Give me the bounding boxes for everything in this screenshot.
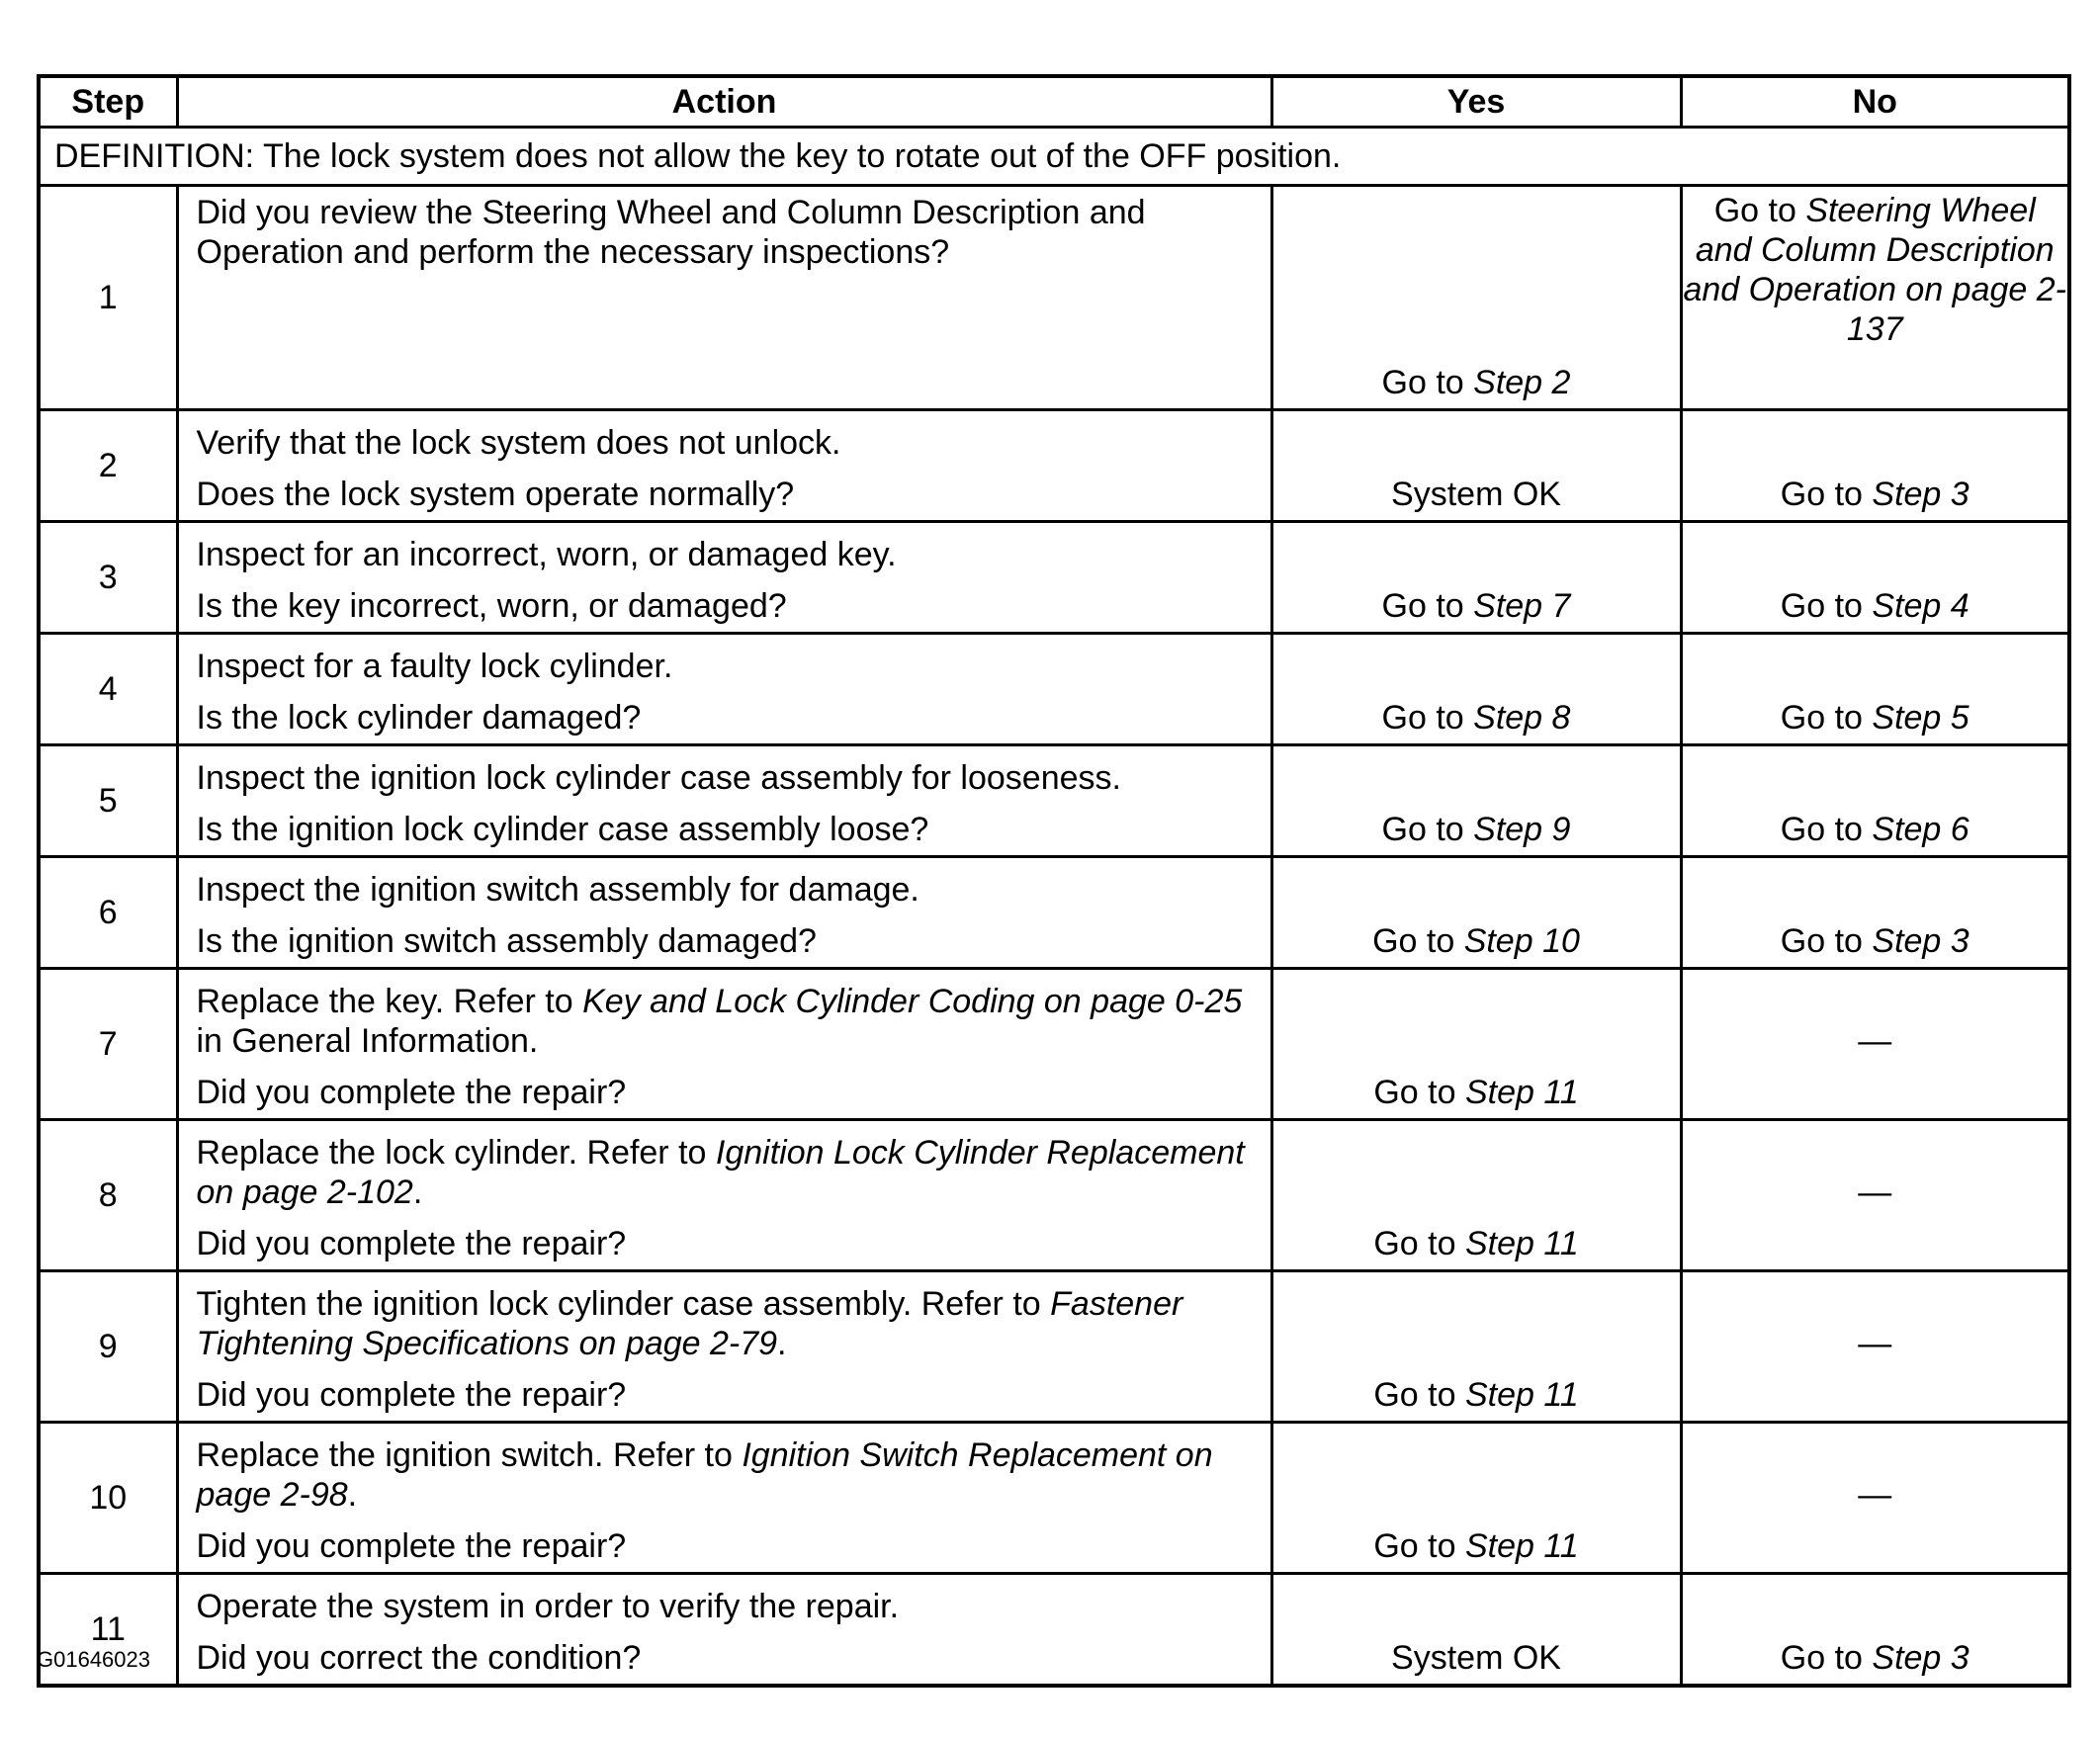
result-text: —: [1858, 1173, 1892, 1211]
reference-link-text: Ignition Lock Cylinder Replacement on page 2-102: [196, 1134, 1245, 1211]
action-cell: [177, 1120, 1271, 1271]
action-line: [197, 1638, 1261, 1678]
step-reference: Step 3: [1872, 476, 1969, 513]
action-cell: [177, 745, 1271, 857]
step-number: 1: [39, 186, 177, 410]
result-text: —: [1858, 1325, 1892, 1362]
yes-result: [1271, 634, 1681, 745]
no-result: [1681, 634, 2069, 745]
no-result: [1681, 969, 2069, 1120]
action-line: [197, 475, 1261, 514]
step-reference: Step 11: [1464, 1527, 1579, 1565]
yes-result: [1271, 1271, 1681, 1423]
action-line: [197, 586, 1261, 626]
yes-result: [1271, 1120, 1681, 1271]
step-number: 2: [39, 410, 177, 522]
table-row: [39, 969, 2069, 1120]
result-text: Go to: [1373, 1074, 1465, 1111]
action-text: Verify that the lock system does not unlock.: [196, 424, 841, 462]
definition-row: [39, 128, 2069, 186]
table-row: [39, 857, 2069, 969]
action-line: [197, 921, 1261, 961]
table-row: [39, 1120, 2069, 1271]
yes-result: [1271, 1574, 1681, 1687]
action-text: Inspect for a faulty lock cylinder.: [196, 648, 673, 685]
result-text: Go to: [1713, 192, 1806, 229]
table-row: [39, 410, 2069, 522]
action-text: Is the lock cylinder damaged?: [196, 699, 642, 737]
no-result: [1681, 410, 2069, 522]
action-line: [197, 1375, 1261, 1415]
reference-link-text: Ignition Switch Replacement on page 2-98: [196, 1436, 1213, 1514]
step-reference: Step 11: [1464, 1074, 1579, 1111]
action-text: Is the key incorrect, worn, or damaged?: [196, 587, 787, 625]
step-number: 5: [39, 745, 177, 857]
action-text: Did you complete the repair?: [196, 1074, 627, 1111]
step-reference: Step 11: [1464, 1376, 1579, 1414]
yes-result: [1271, 186, 1681, 410]
no-result: [1681, 1120, 2069, 1271]
action-cell: [177, 186, 1271, 410]
step-reference: Step 3: [1872, 1639, 1969, 1677]
action-line: [197, 1284, 1261, 1363]
step-number: 4: [39, 634, 177, 745]
step-number: 7: [39, 969, 177, 1120]
step-reference: Step 5: [1872, 699, 1969, 737]
yes-result: [1271, 1423, 1681, 1574]
result-text: Go to: [1780, 1639, 1873, 1677]
action-line: [197, 810, 1261, 849]
action-line: [197, 698, 1261, 738]
table-row: [39, 634, 2069, 745]
header-yes: Yes: [1271, 76, 1681, 128]
action-cell: [177, 1271, 1271, 1423]
action-text: Does the lock system operate normally?: [196, 476, 795, 513]
table-row: [39, 1271, 2069, 1423]
step-reference: Step 6: [1872, 811, 1969, 848]
action-text: Did you review the Steering Wheel and Column Description and Operation and perform the necessary inspections?: [196, 194, 1146, 271]
action-text: .: [347, 1476, 358, 1514]
figure-id: G01646023: [37, 1647, 150, 1672]
action-cell: [177, 634, 1271, 745]
action-text: Replace the key. Refer to: [196, 983, 583, 1020]
result-text: Go to: [1372, 922, 1464, 960]
result-text: Go to: [1780, 699, 1873, 737]
action-text: Inspect the ignition switch assembly for damage.: [196, 871, 919, 909]
result-text: Go to: [1780, 587, 1873, 625]
action-line: [197, 1587, 1261, 1626]
diagnostic-table: [37, 74, 2071, 1688]
step-number: 8: [39, 1120, 177, 1271]
action-cell: [177, 410, 1271, 522]
step-reference: Step 9: [1473, 811, 1571, 848]
step-number: 3: [39, 522, 177, 634]
action-text: Operate the system in order to verify the repair.: [196, 1588, 900, 1625]
action-line: [197, 758, 1261, 798]
action-text: .: [777, 1325, 787, 1362]
action-text: Replace the lock cylinder. Refer to: [196, 1134, 716, 1172]
result-text: Go to: [1381, 364, 1474, 401]
action-text: Is the ignition lock cylinder case assembly loose?: [196, 811, 929, 848]
result-text: System OK: [1391, 476, 1561, 513]
header-no: No: [1681, 76, 2069, 128]
result-text: Go to: [1381, 699, 1474, 737]
result-text: Go to: [1373, 1527, 1465, 1565]
no-result: [1681, 1574, 2069, 1687]
action-line: [197, 1526, 1261, 1566]
action-line: [197, 193, 1261, 272]
action-text: .: [412, 1173, 423, 1211]
table-row: [39, 1574, 2069, 1687]
action-line: [197, 535, 1261, 574]
action-line: [197, 1133, 1261, 1212]
result-text: Go to: [1381, 587, 1474, 625]
yes-result: [1271, 857, 1681, 969]
step-reference: Step 4: [1872, 587, 1969, 625]
header-row: [39, 76, 2069, 128]
action-text: Tighten the ignition lock cylinder case assembly. Refer to: [196, 1285, 1051, 1323]
table-row: [39, 1423, 2069, 1574]
action-line: [197, 647, 1261, 686]
result-text: —: [1858, 1022, 1892, 1060]
no-result: [1681, 1271, 2069, 1423]
yes-result: [1271, 522, 1681, 634]
action-text: Did you complete the repair?: [196, 1376, 627, 1414]
header-action: Action: [177, 76, 1271, 128]
step-reference: Step 11: [1464, 1225, 1579, 1262]
no-result: [1681, 1423, 2069, 1574]
step-reference: Step 8: [1473, 699, 1571, 737]
step-number: 11: [39, 1574, 177, 1687]
no-result: [1681, 186, 2069, 410]
step-reference: Step 7: [1473, 587, 1571, 625]
action-cell: [177, 969, 1271, 1120]
action-cell: [177, 1423, 1271, 1574]
action-line: [197, 982, 1261, 1061]
action-line: [197, 423, 1261, 463]
action-line: [197, 1073, 1261, 1112]
action-cell: [177, 857, 1271, 969]
action-text: Did you correct the condition?: [196, 1639, 642, 1677]
step-number: 10: [39, 1423, 177, 1574]
step-number: 6: [39, 857, 177, 969]
result-text: Go to: [1381, 811, 1474, 848]
result-text: System OK: [1391, 1639, 1561, 1677]
step-reference: Step 2: [1473, 364, 1571, 401]
no-result: [1681, 522, 2069, 634]
no-result: [1681, 745, 2069, 857]
result-text: Go to: [1373, 1225, 1465, 1262]
action-text: Did you complete the repair?: [196, 1527, 627, 1565]
yes-result: [1271, 969, 1681, 1120]
step-reference: Step 10: [1463, 922, 1580, 960]
action-line: [197, 1435, 1261, 1515]
action-text: Replace the ignition switch. Refer to: [196, 1436, 743, 1474]
table-row: [39, 745, 2069, 857]
definition-text: DEFINITION: The lock system does not allow the key to rotate out of the OFF position.: [39, 128, 2069, 186]
table-row: [39, 186, 2069, 410]
action-line: [197, 1224, 1261, 1263]
action-text: Did you complete the repair?: [196, 1225, 627, 1262]
step-reference: Step 3: [1872, 922, 1969, 960]
action-cell: [177, 522, 1271, 634]
action-text: in General Information.: [196, 1022, 539, 1060]
reference-link-text: Key and Lock Cylinder Coding on page 0-25: [582, 983, 1243, 1020]
step-number: 9: [39, 1271, 177, 1423]
result-text: Go to: [1373, 1376, 1465, 1414]
result-text: Go to: [1780, 811, 1873, 848]
reference-link-text: Fastener Tightening Specifications on page 2-79: [196, 1285, 1183, 1362]
table-row: [39, 522, 2069, 634]
result-text: —: [1858, 1476, 1892, 1514]
action-line: [197, 870, 1261, 910]
action-text: Inspect the ignition lock cylinder case assembly for looseness.: [196, 759, 1121, 797]
header-step: Step: [39, 76, 177, 128]
yes-result: [1271, 745, 1681, 857]
result-text: Go to: [1780, 922, 1873, 960]
yes-result: [1271, 410, 1681, 522]
action-cell: [177, 1574, 1271, 1687]
action-text: Inspect for an incorrect, worn, or damaged key.: [196, 536, 897, 573]
result-text: Go to: [1780, 476, 1873, 513]
step-reference: Steering Wheel and Column Description and Operation on page 2-137: [1683, 192, 2066, 348]
no-result: [1681, 857, 2069, 969]
action-text: Is the ignition switch assembly damaged?: [196, 922, 817, 960]
